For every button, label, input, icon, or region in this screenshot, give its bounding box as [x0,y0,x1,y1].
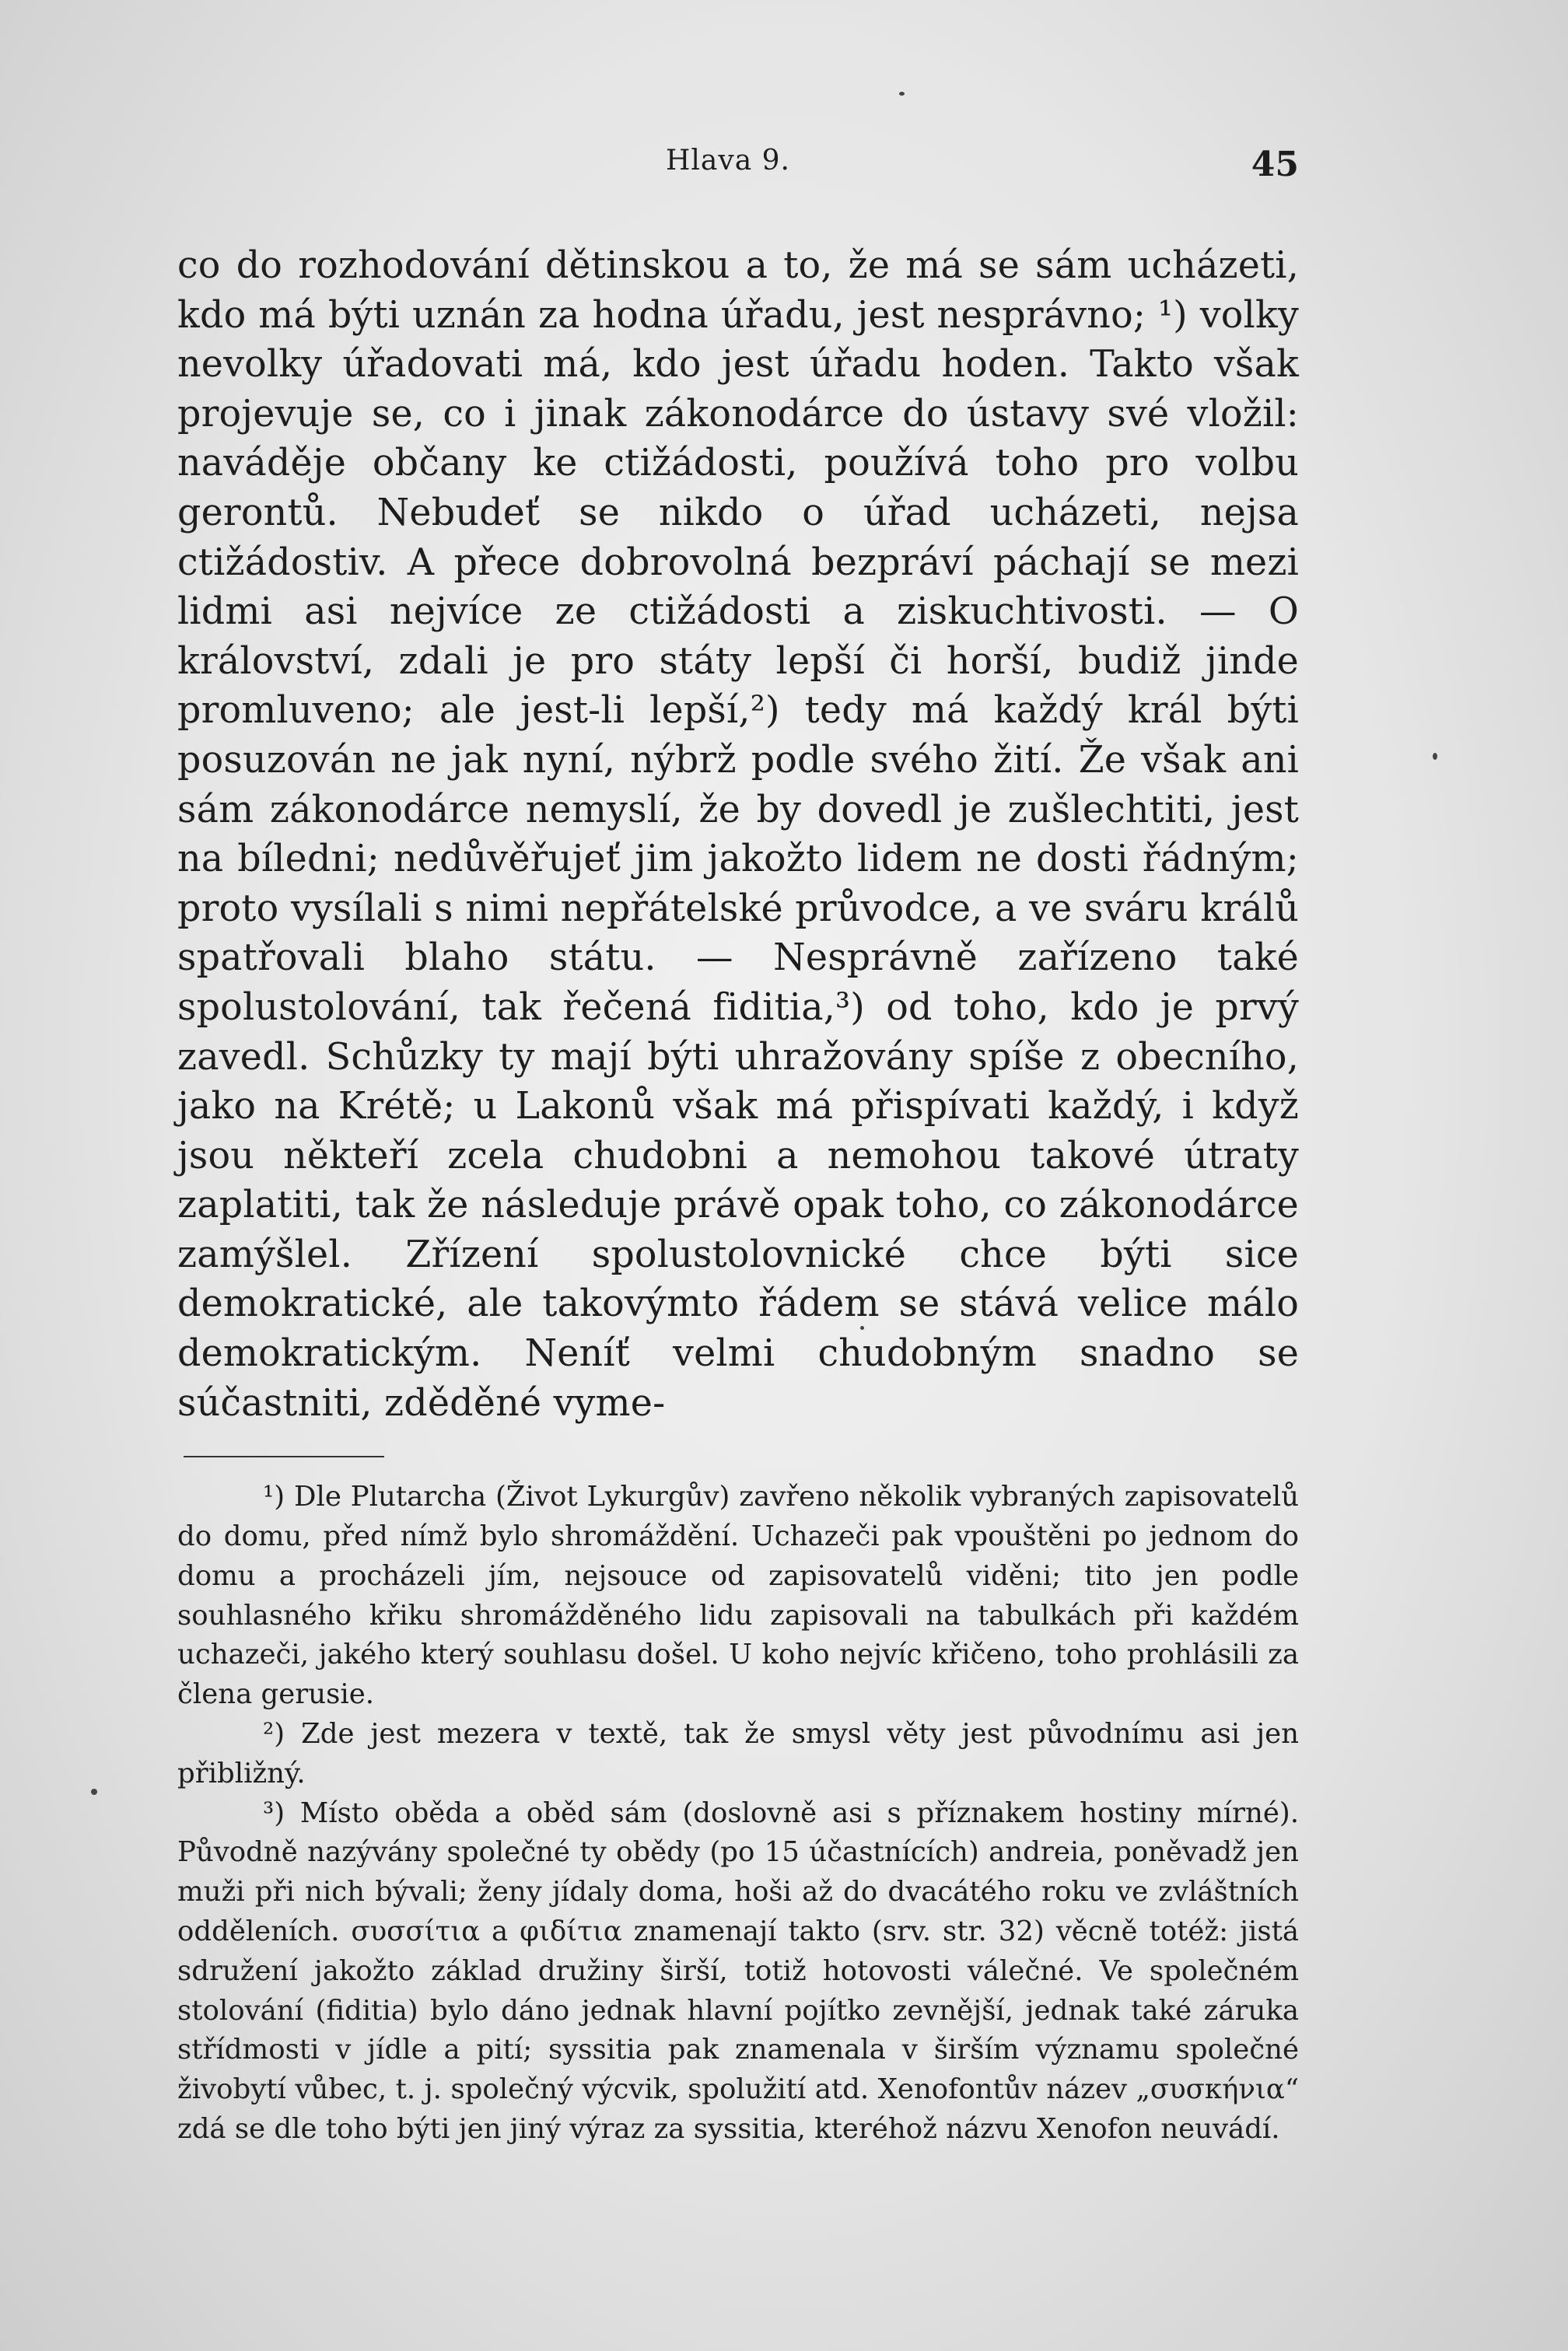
scan-speck [91,1789,97,1795]
footnote-marker: ²) [263,1718,285,1751]
main-paragraph: co do rozhodování dětinskou a to, že má se sám ucházeti, kdo má býti uznán za hodna úřadu, jest nesprávno; ¹) volky nevolky úřadovati má, kdo jest úřadu hoden. Takto však projevuje se, co i jinak zákonodárce do ústavy své vložil: naváděje občany ke ctižádosti, používá toho pro volbu gerontů. Nebudeť se nikdo o úřad ucházeti, nejsa ctižádostiv. A přece dobrovolná bezpráví páchají se mezi lidmi asi nejvíce ze ctižádosti a ziskuchtivosti. — O království, zdali je pro státy lepší či horší, budiž jinde promluveno; ale jest-li lepší,²) tedy má každý král býti posuzován ne jak nyní, nýbrž podle svého žití. Že však ani sám zákonodárce nemyslí, že by dovedl je zušlechtiti, jest na bíledni; nedůvěřujeť jim jakožto lidem ne dosti řádným; proto vysílali s nimi nepřátelské průvodce, a ve sváru králů spatřovali blaho státu. — Nesprávně zařízeno také spolustolování, tak řečená fiditia,³) od toho, kdo je prvý zavedl. Schůzky ty mají býti uhražovány spíše z obecního, jako na Krétě; u Lakonů však má přispívati každý, i když jsou někteří zcela chudobni a nemohou takové útraty zaplatiti, tak že následuje právě opak toho, co zákonodárce zamýšlel. Zřízení spolustolovnické chce býti sice demokratické, ale takovýmto řádem se stává velice málo demokratickým. Neníť velmi chudobným snadno se súčastniti, zděděné vyme- [177,244,1299,1425]
footnote-3 [177,1794,1299,2150]
chapter-label: Hlava 9. [666,145,790,177]
footnote-separator [184,1456,384,1457]
scan-speck [1433,753,1437,760]
footnote-1 [177,1478,1299,1715]
running-head [177,131,1299,193]
main-text [177,241,1299,1428]
footnote-marker: ¹) [263,1481,285,1513]
footnotes [177,1478,1299,2150]
page-number: 45 [1251,145,1299,184]
footnote-text: Zde jest mezera v textě, tak že smysl věty jest původnímu asi jen přibližný. [177,1718,1299,1789]
book-page [177,131,1299,2150]
footnote-2 [177,1715,1299,1794]
footnote-marker: ³) [263,1796,285,1829]
footnote-text: Dle Plutarcha (Život Lykurgův) zavřeno několik vybraných zapisovatelů do domu, před nímž bylo shromáždění. Uchazeči pak vpouštěni po jednom do domu a procházeli jím, nejsouce od zapisovatelů viděni; tito jen podle souhlasného křiku shromážděného lidu zapisovali na tabulkách při každém uchazeči, jakého který souhlasu došel. U koho nejvíc křičeno, toho prohlásili za člena gerusie. [177,1481,1299,1711]
scan-speck [899,92,905,96]
footnote-text: Místo oběda a oběd sám (doslovně asi s příznakem hostiny mírné). Původně nazývány společné ty obědy (po 15 účastnících) andreia, poněvadž jen muži při nich bývali; ženy jídaly doma, hoši až do dvacátého roku ve zvláštních odděleních. συσσίτια a φιδίτια znamenají takto (srv. str. 32) věcně totéž: jistá sdružení jakožto základ družiny širší, totiž hotovosti válečné. Ve společném stolování (fiditia) bylo dáno jednak hlavní pojítko zevnější, jednak také záruka střídmosti v jídle a pití; syssitia pak znamenala v širším významu společné živobytí vůbec, t. j. společný výcvik, spolužití atd. Xenofontův název „συσκήνια“ zdá se dle toho býti jen jiný výraz za syssitia, kteréhož názvu Xenofon neuvádí. [177,1796,1299,2145]
